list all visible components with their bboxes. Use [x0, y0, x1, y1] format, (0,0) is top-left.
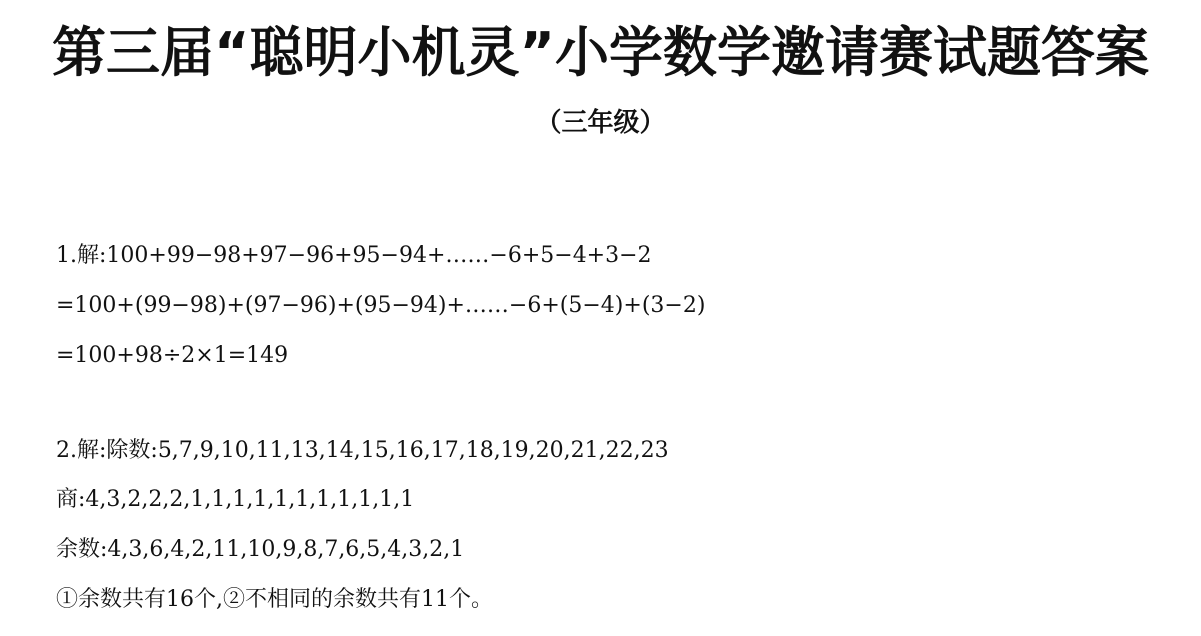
- problem-2-remainders-line: 余数:4,3,6,4,2,11,10,9,8,7,6,5,4,3,2,1: [56, 537, 465, 562]
- problem-1-line-1: 1.解:100+99−98+97−96+95−94+……−6+5−4+3−2: [56, 243, 652, 268]
- problem-1-line-3: =100+98÷2×1=149: [56, 343, 289, 368]
- problem-1-line-2: =100+(99−98)+(97−96)+(95−94)+……−6+(5−4)+(3−2): [56, 293, 706, 318]
- grade-subtitle: （三年级）: [535, 108, 666, 138]
- page-title: 第三届“聪明小机灵”小学数学邀请赛试题答案: [52, 21, 1149, 84]
- problem-2-conclusion-line: ①余数共有16个,②不相同的余数共有11个。: [56, 587, 493, 612]
- problem-2-divisors-line: 2.解:除数:5,7,9,10,11,13,14,15,16,17,18,19,20,21,22,23: [56, 438, 669, 463]
- problem-2-quotients-line: 商:4,3,2,2,2,1,1,1,1,1,1,1,1,1,1,1: [56, 487, 415, 512]
